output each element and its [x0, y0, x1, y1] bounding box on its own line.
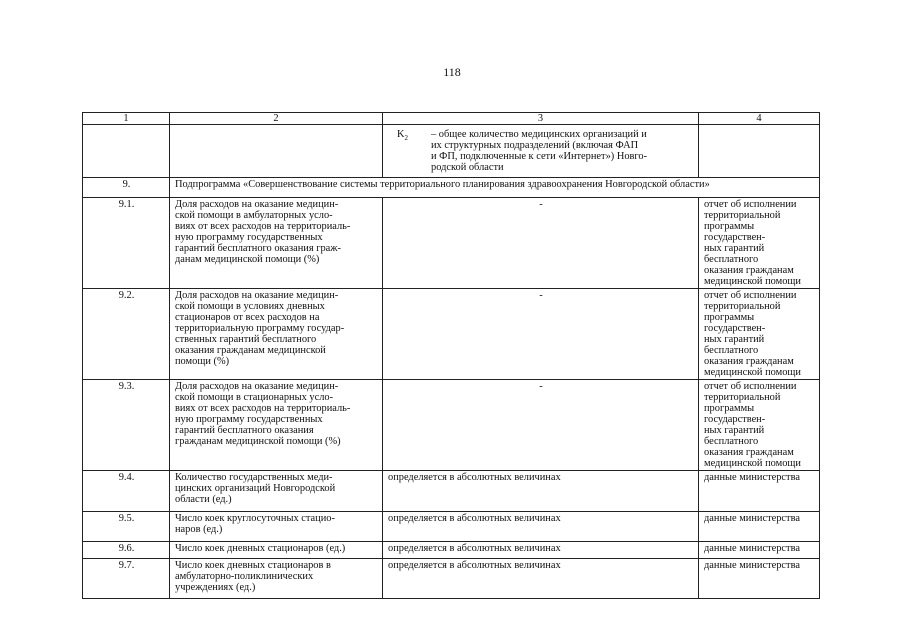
data-source: данные министерства [699, 559, 820, 599]
indicator-name: Число коек круглосуточных стацио- наров (ед.) [170, 512, 383, 542]
table-row [83, 471, 820, 512]
indicator-name: Доля расходов на оказание медицин- ской помощи в условиях дневных стационаров от всех расходов на территориальную программу государ- ственных гарантий бесплатного оказания гражданам медицинской помощи (%) [170, 289, 383, 380]
column-number: 4 [699, 113, 820, 125]
indicator-name: Число коек дневных стационаров в амбулаторно-поликлинических учреждениях (ед.) [170, 559, 383, 599]
row-number: 9.3. [83, 380, 170, 471]
table-row [83, 559, 820, 599]
data-source: отчет об исполнении территориальной программы государствен- ных гарантий бесплатного оказания гражданам медицинской помощи [699, 198, 820, 289]
empty-cell [170, 125, 383, 178]
subprogram-number: 9. [83, 178, 170, 198]
calculation-method: определяется в абсолютных величинах [383, 542, 699, 559]
data-source: данные министерства [699, 471, 820, 512]
calculation-method: - [383, 198, 699, 289]
calculation-method: - [383, 289, 699, 380]
row-number: 9.1. [83, 198, 170, 289]
indicator-name: Количество государственных меди- цинских организаций Новгородской области (ед.) [170, 471, 383, 512]
table-row [83, 380, 820, 471]
k2-definition-cell [383, 125, 699, 178]
table-row [83, 512, 820, 542]
page-number: 118 [443, 65, 461, 79]
data-source: отчет об исполнении территориальной программы государствен- ных гарантий бесплатного оказания гражданам медицинской помощи [699, 289, 820, 380]
table-row [83, 542, 820, 559]
empty-cell [699, 125, 820, 178]
indicator-name: Доля расходов на оказание медицин- ской помощи в амбулаторных усло- виях от всех расходов на территориаль- ную программу государственных гарантий бесплатного оказания граж- данам медицинской помощи (%) [170, 198, 383, 289]
subprogram-row [83, 178, 820, 198]
column-number: 3 [383, 113, 699, 125]
column-number-row [83, 113, 820, 125]
data-source: данные министерства [699, 542, 820, 559]
calculation-method: определяется в абсолютных величинах [383, 512, 699, 542]
k2-symbol: $K_2$ [397, 129, 409, 143]
data-source: отчет об исполнении территориальной программы государствен- ных гарантий бесплатного оказания гражданам медицинской помощи [699, 380, 820, 471]
row-number: 9.5. [83, 512, 170, 542]
data-source: данные министерства [699, 512, 820, 542]
calculation-method: определяется в абсолютных величинах [383, 471, 699, 512]
column-number: 2 [170, 113, 383, 125]
row-number: 9.7. [83, 559, 170, 599]
empty-cell [83, 125, 170, 178]
table-row [83, 289, 820, 380]
indicator-name: Число коек дневных стационаров (ед.) [170, 542, 383, 559]
subprogram-title: Подпрограмма «Совершенствование системы территориального планирования здравоохранения Новгородской области» [170, 178, 820, 198]
indicator-name: Доля расходов на оказание медицин- ской помощи в стационарных усло- виях от всех расходов на территориаль- ную программу государственных гарантий бесплатного оказания гражданам медицинской помощи (%) [170, 380, 383, 471]
calculation-method: определяется в абсолютных величинах [383, 559, 699, 599]
table-row [83, 198, 820, 289]
k2-definition-row [83, 125, 820, 178]
k2-definition-text: – общее количество медицинских организаций и их структурных подразделений (включая ФАП и ФП, подключенные к сети «Интернет») Новго- родской области [431, 129, 648, 174]
calculation-method: - [383, 380, 699, 471]
row-number: 9.4. [83, 471, 170, 512]
row-number: 9.2. [83, 289, 170, 380]
indicator-table [82, 112, 820, 599]
column-number: 1 [83, 113, 170, 125]
row-number: 9.6. [83, 542, 170, 559]
